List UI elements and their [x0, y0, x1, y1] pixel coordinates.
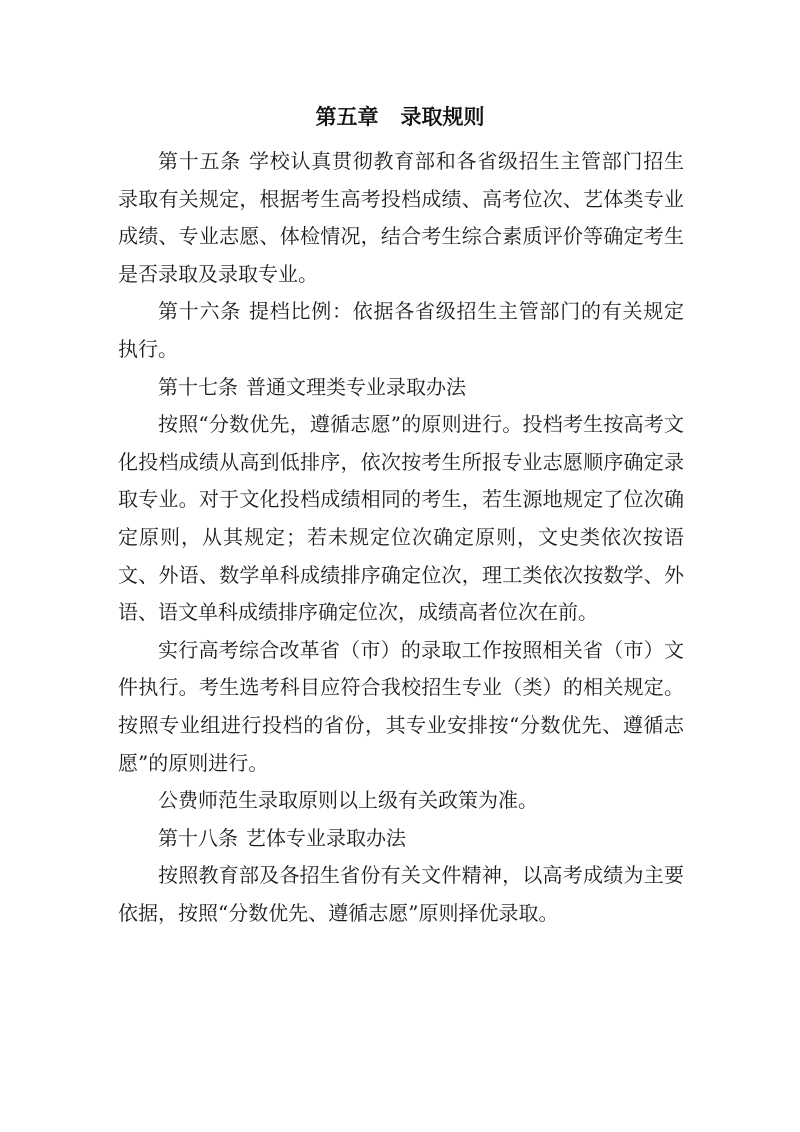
paragraph-text: 提档比例：依据各省级招生主管部门的有关规定执行。 — [118, 299, 684, 361]
paragraph-article-16 — [118, 293, 684, 368]
paragraph-text-block — [118, 406, 684, 632]
paragraph-text: 按照“分数优先，遵循志愿”的原则进行。投档考生按高考文化投档成绩从高到低排序，依次按考生所报专业志愿顺序确定录取专业。对于文化投档成绩相同的考生，若生源地规定了位次确定原则，从其规定；若未规定位次确定原则，文史类依次按语文、外语、数学单科成绩排序确定位次，理工类依次按数学、外语、语文单科成绩排序确定位次，成绩高者位次在前。 — [118, 412, 684, 625]
chapter-heading — [0, 100, 800, 134]
article-number: 第十五条 — [158, 149, 241, 173]
paragraph-text: 按照教育部及各招生省份有关文件精神，以高考成绩为主要依据，按照“分数优先、遵循志愿”原则择优录取。 — [118, 863, 684, 925]
paragraph-text: 实行高考综合改革省（市）的录取工作按照相关省（市）文件执行。考生选考科目应符合我校招生专业（类）的相关规定。按照专业组进行投档的省份，其专业安排按“分数优先、遵循志愿”的原则进行。 — [118, 637, 684, 775]
chapter-title: 录取规则 — [400, 105, 485, 129]
paragraph-text: 普通文理类专业录取办法 — [246, 374, 466, 399]
paragraph-text-block — [118, 632, 684, 782]
paragraph-text-block — [118, 782, 684, 820]
paragraph-text: 公费师范生录取原则以上级有关政策为准。 — [158, 788, 538, 813]
chapter-number: 第五章 — [315, 105, 379, 129]
paragraph-text: 学校认真贯彻教育部和各省级招生主管部门招生录取有关规定，根据考生高考投档成绩、高考位次、艺体类专业成绩、专业志愿、体检情况，结合考生综合素质评价等确定考生是否录取及录取专业。 — [118, 149, 684, 286]
paragraph-text: 艺体专业录取办法 — [246, 825, 406, 850]
document-body — [118, 143, 684, 932]
paragraph-text-block — [118, 857, 684, 932]
article-number: 第十八条 — [158, 825, 238, 850]
paragraph-article-18 — [118, 820, 684, 858]
article-number: 第十七条 — [158, 374, 238, 399]
article-number: 第十六条 — [158, 299, 241, 324]
paragraph-article-15 — [118, 143, 684, 293]
paragraph-article-17 — [118, 369, 684, 407]
